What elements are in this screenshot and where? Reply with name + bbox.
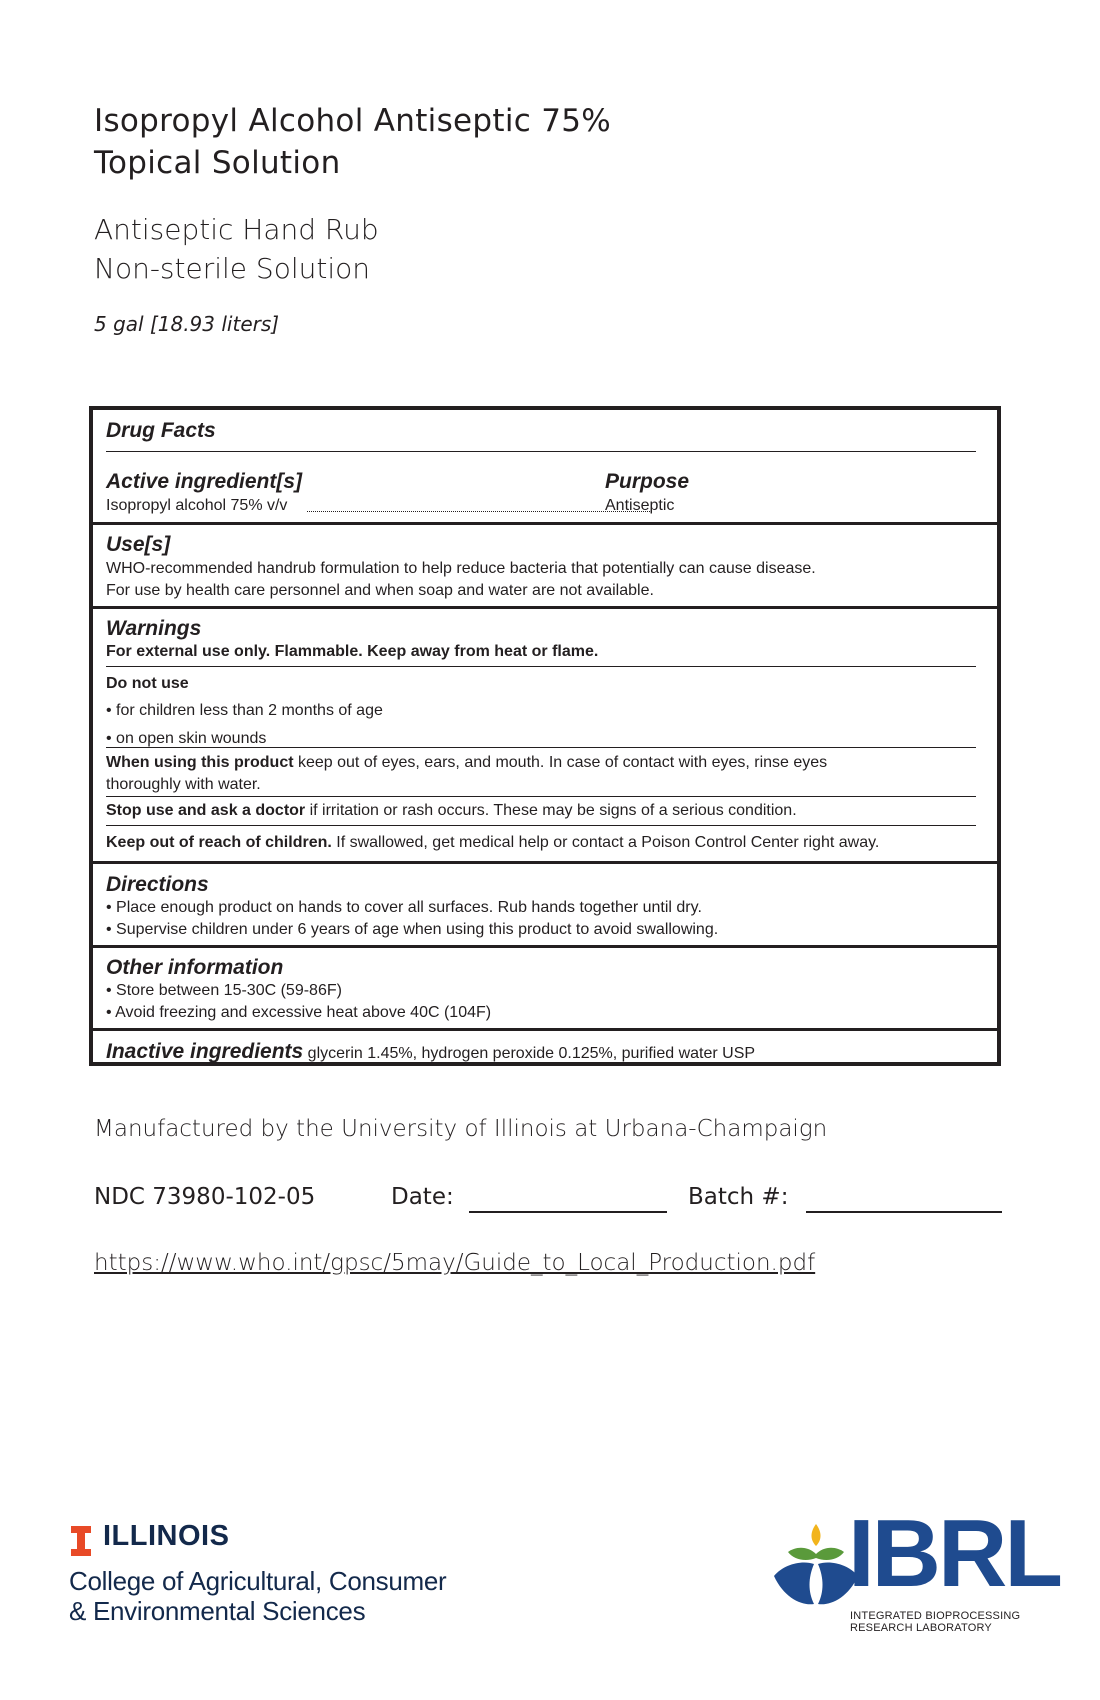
ndc-number: NDC 73980-102-05 (94, 1184, 316, 1210)
illinois-college-line2: & Environmental Sciences (69, 1596, 366, 1626)
active-ingredient-heading: Active ingredient[s] (106, 470, 303, 493)
stop-use-label: Stop use and ask a doctor (106, 802, 306, 819)
directions-line2: • Supervise children under 6 years of age when using this product to avoid swallowing. (106, 921, 719, 938)
purpose-value: Antiseptic (605, 497, 675, 514)
stop-use-text (106, 801, 797, 820)
product-subtitle (94, 210, 379, 288)
warnings-divider (106, 796, 976, 797)
product-subtitle-line1: Antiseptic Hand Rub (94, 213, 379, 246)
warnings-divider (106, 666, 976, 667)
illinois-college-name (69, 1566, 446, 1626)
section-divider (93, 861, 997, 864)
ibrl-full-name (850, 1610, 1020, 1634)
section-divider (93, 945, 997, 948)
other-info-heading: Other information (106, 956, 284, 979)
warnings-divider (106, 825, 976, 826)
batch-blank (806, 1211, 1002, 1213)
when-using-label: When using this product (106, 754, 294, 771)
product-title-line1: Isopropyl Alcohol Antiseptic 75% (94, 103, 612, 139)
drug-facts-heading: Drug Facts (106, 419, 216, 442)
keep-out-label: Keep out of reach of children. (106, 834, 332, 851)
purpose-heading: Purpose (605, 470, 690, 493)
do-not-use-bullet1: • for children less than 2 months of age (106, 702, 383, 719)
ibrl-sub-line2: RESEARCH LABORATORY (850, 1622, 992, 1634)
drug-facts-panel (89, 406, 1001, 1066)
section-divider (93, 1028, 997, 1031)
date-blank (469, 1211, 667, 1213)
leader-dots (307, 511, 652, 512)
stop-use-detail: if irritation or rash occurs. These may be signs of a serious condition. (305, 802, 797, 819)
batch-label: Batch #: (688, 1184, 789, 1210)
other-info-line1: • Store between 15-30C (59-86F) (106, 982, 342, 999)
product-volume: 5 gal [18.93 liters] (94, 312, 280, 336)
warnings-external: For external use only. Flammable. Keep away from heat or flame. (106, 643, 599, 660)
inactive-ingredients-text: glycerin 1.45%, hydrogen peroxide 0.125%, purified water USP (303, 1045, 756, 1062)
illinois-college-line1: College of Agricultural, Consumer (69, 1566, 447, 1596)
ibrl-sub-line1: INTEGRATED BIOPROCESSING (850, 1610, 1021, 1622)
product-title (94, 100, 611, 184)
active-ingredient-value: Isopropyl alcohol 75% v/v (106, 497, 288, 514)
product-subtitle-line2: Non-sterile Solution (94, 252, 370, 285)
section-divider (93, 606, 997, 609)
keep-out-detail: If swallowed, get medical help or contact a Poison Control Center right away. (331, 834, 880, 851)
product-title-line2: Topical Solution (94, 145, 341, 181)
when-using-text (106, 753, 827, 772)
section-divider (93, 522, 997, 525)
uses-line2: For use by health care personnel and when soap and water are not available. (106, 582, 654, 599)
directions-heading: Directions (106, 873, 209, 896)
inactive-ingredients (106, 1040, 755, 1066)
warnings-heading: Warnings (106, 617, 202, 640)
date-label: Date: (391, 1184, 454, 1210)
who-guide-link[interactable]: https://www.who.int/gpsc/5may/Guide_to_Local_Production.pdf (94, 1250, 816, 1276)
illinois-wordmark: ILLINOIS (103, 1520, 230, 1552)
when-using-detail: keep out of eyes, ears, and mouth. In case of contact with eyes, rinse eyes (293, 754, 828, 771)
inactive-ingredients-heading: Inactive ingredients (106, 1040, 304, 1063)
uses-line1: WHO-recommended handrub formulation to help reduce bacteria that potentially can cause disease. (106, 560, 816, 577)
keep-out-text (106, 833, 879, 852)
when-using-text2: thoroughly with water. (106, 776, 261, 793)
manufacturer-text: Manufactured by the University of Illinois at Urbana-Champaign (94, 1116, 828, 1142)
uses-heading: Use[s] (106, 533, 171, 556)
warnings-divider (106, 747, 976, 748)
drug-facts-divider (106, 451, 976, 452)
do-not-use-bullet2: • on open skin wounds (106, 730, 267, 747)
directions-line1: • Place enough product on hands to cover all surfaces. Rub hands together until dry. (106, 899, 702, 916)
other-info-line2: • Avoid freezing and excessive heat above 40C (104F) (106, 1004, 492, 1021)
ibrl-wordmark: IBRL (848, 1500, 1060, 1607)
illinois-block-i-icon (71, 1526, 91, 1556)
do-not-use-heading: Do not use (106, 675, 189, 692)
